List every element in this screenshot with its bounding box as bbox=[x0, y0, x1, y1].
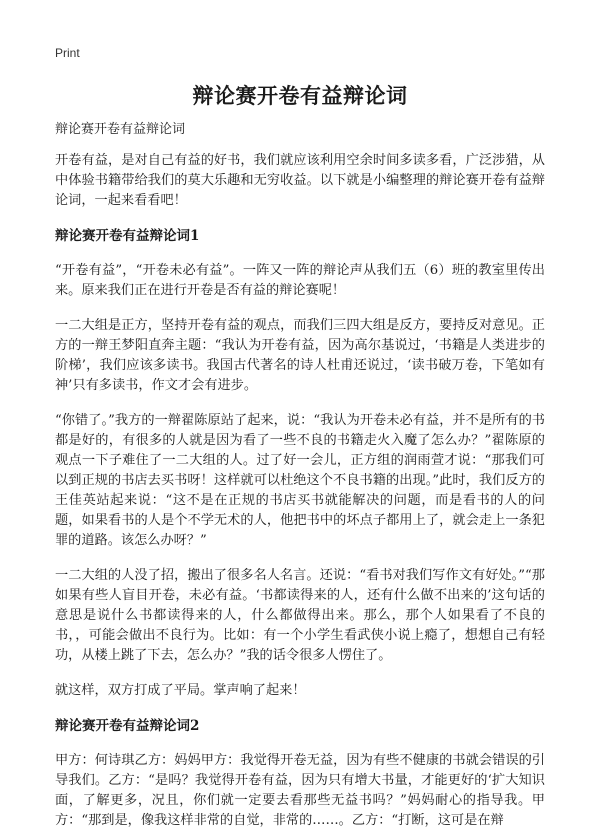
intro-paragraph: 开卷有益，是对自己有益的好书，我们就应该利用空余时间多读多看，广泛涉猎，从中体验书籍带给我们的莫大乐趣和无穷收益。以下就是小编整理的辩论赛开卷有益辩论词，一起来看看吧！ bbox=[55, 153, 545, 208]
section-heading-2: 辩论赛开卷有益辩论词2 bbox=[55, 718, 200, 734]
article-subtitle: 辩论赛开卷有益辩论词 bbox=[55, 122, 186, 137]
paragraph: “你错了。”我方的一辩翟陈原站了起来，说：“我认为开卷未必有益，并不是所有的书都是好的，有很多的人就是因为看了一些不良的书籍走火入魔了怎么办？”翟陈原的观点一下子难住了一二大组的人。过了好一会儿，正方组的润雨萱才说：“那我们可以到正规的书店去买书呀！这样就可以杜绝这个不良书籍的出现。”此时，我们反方的王佳英站起来说：“这不是在正规的书店买书就能解决的问题，而是看书的人的问题，如果看书的人是个不学无术的人，他把书中的坏点子都用上了，就会走上一条犯罪的道路。该怎么办呀？” bbox=[55, 413, 545, 548]
paragraph: “开卷有益”，“开卷未必有益”。一阵又一阵的辩论声从我们五（6）班的教室里传出来。原来我们正在进行开卷是否有益的辩论赛呢！ bbox=[55, 263, 545, 298]
paragraph: 甲方：何诗琪乙方：妈妈甲方：我觉得开卷无益，因为有些不健康的书就会错误的引导我们。乙方：“是吗？我觉得开卷有益，因为只有增大书量，才能更好的‘扩大知识面，了解更多，况且，你们就一定要去看那些无益书吗？”妈妈耐心的指导我。甲方：“那到是，像我这样非常的自觉，非常的……。乙方：“打断，这可是在辩 bbox=[55, 753, 545, 828]
paragraph: 就这样，双方打成了平局。掌声响了起来！ bbox=[55, 683, 306, 698]
section-heading-1: 辩论赛开卷有益辩论词1 bbox=[55, 228, 200, 244]
article-body bbox=[55, 121, 545, 828]
print-link[interactable]: Print bbox=[55, 46, 80, 60]
paragraph: 一二大组是正方，坚持开卷有益的观点，而我们三四大组是反方，要持反对意见。正方的一辩王梦阳直奔主题：“我认为开卷有益，因为高尔基说过，‘书籍是人类进步的阶梯’，我们应该多读书。我国古代著名的诗人杜甫还说过，‘读书破万卷，下笔如有神’只有多读书，作文才会有进步。 bbox=[55, 318, 545, 393]
page-title: 辩论赛开卷有益辩论词 bbox=[192, 83, 408, 108]
paragraph: 一二大组的人没了招，搬出了很多名人名言。还说：“看书对我们写作文有好处。”“那如果有些人盲目开卷，未必有益。‘书都读得来的人，还有什么做不出来的’这句话的意思是说什么书都读得来的人，什么都做得出来。那么，那个人如果看了不良的书，，可能会做出不良行为。比如：有一个小学生看武侠小说上瘾了，想想自己有轻功，从楼上跳了下去，怎么办？”我的话令很多人愣住了。 bbox=[55, 568, 545, 663]
